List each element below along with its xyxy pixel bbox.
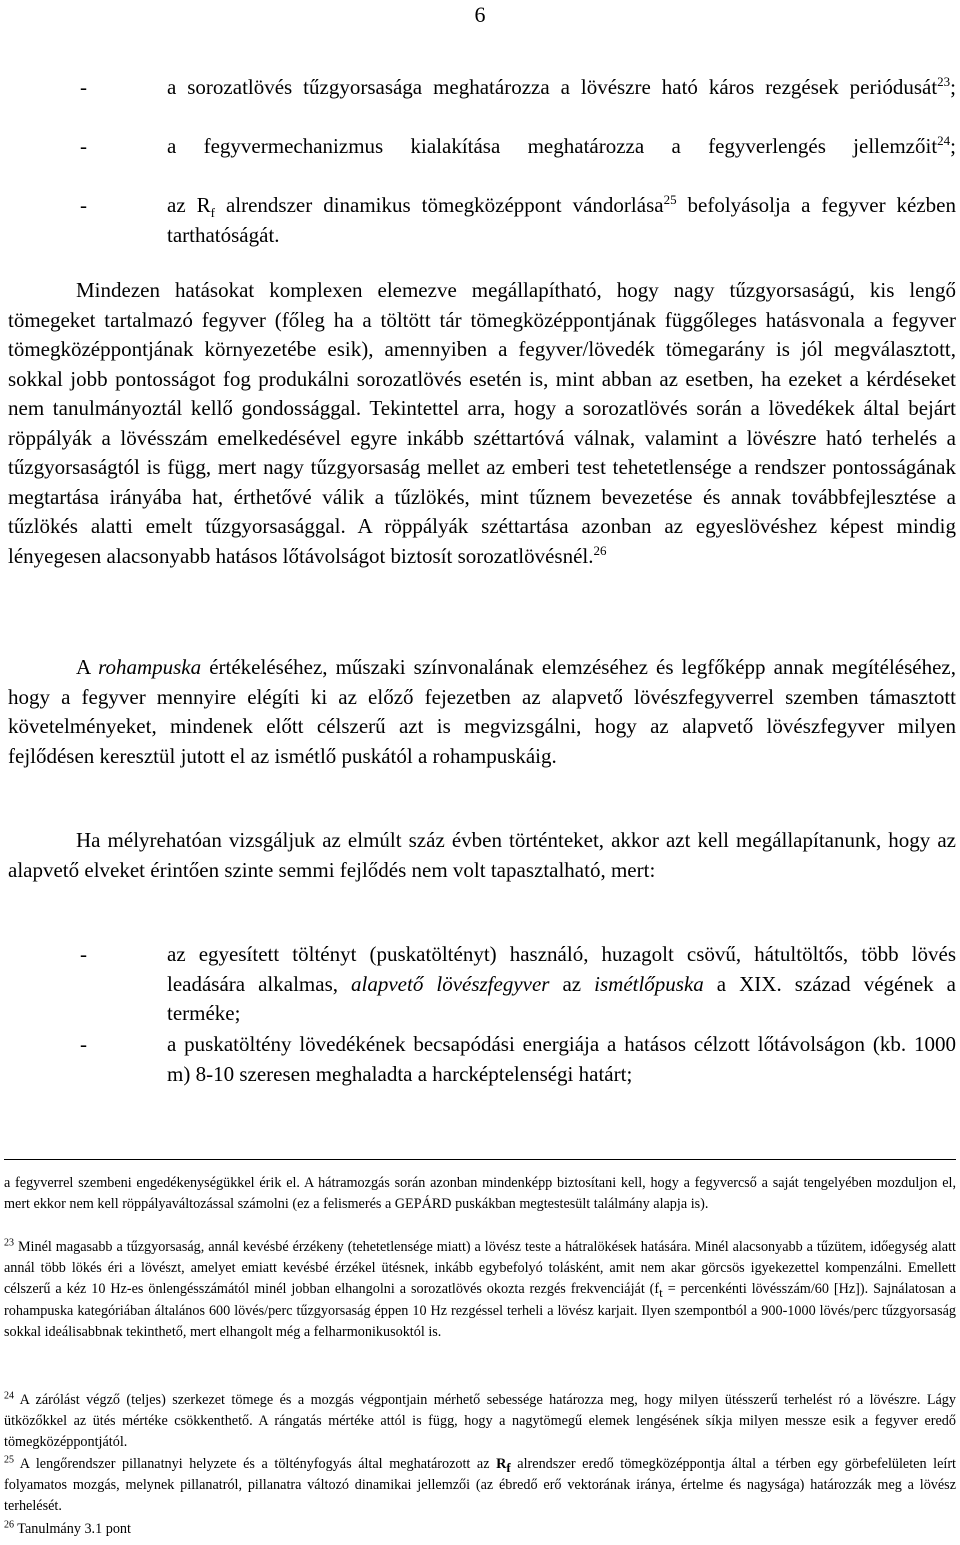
list-item (80, 73, 956, 103)
paragraph: Ha mélyrehatóan vizsgáljuk az elmúlt száz évben történteket, akkor azt kell megállapítanunk, hogy az alapvető elveket érintően szinte semmi fejlődés nem volt tapasztalható, mert: (8, 828, 956, 882)
emphasis: alapvető lövészfegyver (351, 971, 550, 996)
footnote-ref: 24 (937, 133, 951, 148)
list-item-text: a fegyvermechanizmus kialakítása meghatározza a fegyverlengés jellemzőit$^{24}$; (167, 133, 956, 158)
list-dash: - (80, 134, 87, 158)
page-number: 6 (474, 2, 486, 27)
footnote-continued: a fegyverrel szembeni engedékenységükkel érik el. A hátramozgás során azonban mindenképp biztosítani kell, hogy a fegyvercső a saját tengelyében mozduljon el, mert ekkor nem kell röppályaváltozással számolni (ez a felismerés a GEPÁRD puskákban megtestesült találmány alapja is). (4, 1175, 956, 1213)
footnote-24: $^{24}$ A zárólást végző (teljes) szerkezet tömege és a mozgás végpontjain mérhető sebessége határozza meg, hogy milyen ütésszerű terhelést ró a lövészre. Lágy ütközőkkel az ütés mértéke csökkenthető. A rángatás mértéke attól is függ, hogy a nagytömegű elemek lengésének síkja milyen messze esik a fegyver eredő tömegközéppontjától. (4, 1390, 956, 1451)
emphasis: rohampuska (98, 655, 202, 679)
list-item (80, 1030, 956, 1089)
footnote-ref: 25 (663, 192, 677, 207)
list-dash: - (80, 75, 87, 99)
list-item-text: az $R_f$ alrendszer dinamikus tömegközéppont vándorlása$^{25}$ befolyásolja a fegyver kézben tarthatóságát. (167, 192, 956, 247)
footnote-23: $^{23}$ Minél magasabb a tűzgyorsaság, annál kevésbé érzékeny (tehetetlensége miatt) a lövész teste a hátralökések hatására. Minél alacsonyabb a tűzütem, időegység alatt annál több lökés éri a lövészt, amelyet emiatt kevésbé érzékel ütésnek, inkább egybefolyó tolásként, amit nem akar görcsös igyekezettel kompenzálni. Emellett célszerű a kéz 10 Hz-es önlengésszámától minél jobban elhangolni a sorozatlövés okozta rezgés frekvenciáját ($f_t$ = percenkénti lövésszám/60 [Hz]). Sajnálatosan a rohampuska kategóriában általános 600 lövés/perc tűzgyorsaság éppen 10 Hz rezgéssel terheli a lövész karjait. Ilyen szempontból a 900-1000 lövés/perc tűzgyorsaság sokkal ideálisabbnak tekinthető, mert elhangolt még a felharmonikusoktól is. (4, 1237, 956, 1340)
list-item-text: a sorozatlövés tűzgyorsasága meghatározza a lövészre ható káros rezgések periódusát$^{23}$; (167, 74, 956, 99)
footnote-ref: 23 (937, 74, 951, 89)
list-dash: - (80, 193, 87, 217)
list-item (80, 940, 956, 1029)
footnote-26: $^{26}$ Tanulmány 3.1 pont (4, 1519, 131, 1537)
paragraph: A rohampuska értékeléséhez, műszaki színvonalának elemzéséhez és legfőképp annak megítéléséhez, hogy a fegyver mennyire elégíti ki az előző fejezetben az alapvető lövészfegyverrel szemben támasztott követelményeket, mindenek előtt célszerű azt is megvizsgálni, hogy az alapvető lövészfegyver milyen fejlődésen keresztül jutott el az ismétlő puskától a rohampuskáig. (8, 655, 956, 768)
list-item-text: az egyesített töltényt (puskatöltényt) használó, huzagolt csövű, hátultöltős, több lövés leadására alkalmas, alapvető lövészfegyver az ismétlőpuska a XIX. század végének a terméke; (167, 942, 956, 1025)
footnote-ref: 26 (593, 542, 607, 558)
list-item (80, 191, 956, 250)
list-item (80, 132, 956, 162)
emphasis: ismétlőpuska (594, 971, 704, 996)
paragraph: Mindezen hatásokat komplexen elemezve megállapítható, hogy nagy tűzgyorsaságú, kis lengő tömegeket tartalmazó fegyver (főleg ha a töltött tár tömegközéppontjának függőleges hatásvonala a fegyver tömegközéppontjának környezetébe esik), amennyiben a fegyver/lövedék tömegarány is jól megválasztott, sokkal jobb pontosságot fog produkálni sorozatlövés esetén is, mint abban az esetben, ha ezeket a kérdéseket nem tanulmányoztál kellő gondossággal. Tekintettel arra, hogy a sorozatlövés során a lövedékek által bejárt röppályák a lövésszám emelkedésével egyre inkább széttartóvá válnak, valamint a lövészre ható terhelés a tűzgyorsaságtól is függ, mert nagy tűzgyorsaság mellet az emberi test tehetetlensége a rendszer pontosságának megtartása irányába hat, érthetővé válik a tűzlökés, mint tűznem bevezetése és annak továbbfejlesztése a tűzlökés alatti emelt tűzgyorsasággal. A röppályák széttartása azonban az egyeslövéshez képest mindig lényegesen alacsonyabb hatásos lőtávolságot biztosít sorozatlövésnél.$^{26}$ (8, 278, 956, 568)
list-dash: - (80, 1032, 87, 1056)
list-dash: - (80, 942, 87, 966)
footnote-25: $^{25}$ A lengőrendszer pillanatnyi helyzete és a töltényfogyás által meghatározott az $R_f$ alrendszer eredő tömegközéppontja által a térben egy görbefelületen leírt folyamatos mozgás, melynek pillanatról, pillanatra változó dinamikai jellemzői (az ébredő erő vektorának iránya, értelme és nagysága) határozzák meg a lövész terhelését. (4, 1454, 956, 1515)
footnote-rule (4, 1159, 956, 1160)
list-item-text: a puskatöltény lövedékének becsapódási energiája a hatásos célzott lőtávolságon (kb. 1000 m) 8-10 szeresen meghaladta a harcképtelenségi határt; (167, 1032, 956, 1086)
